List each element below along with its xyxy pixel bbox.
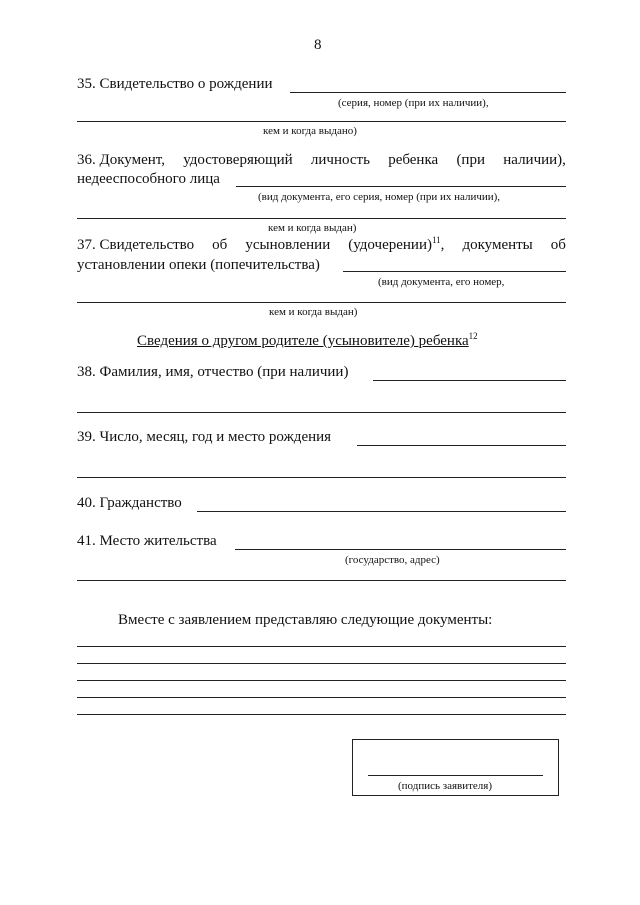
item-35-input-line[interactable]: [290, 92, 566, 93]
documents-line-1[interactable]: [77, 646, 566, 647]
item-37-input-line-2[interactable]: [77, 302, 566, 303]
item-36-input-line-2[interactable]: [77, 218, 566, 219]
field-39-input-line-2[interactable]: [77, 477, 566, 478]
item-37-caption-2: кем и когда выдан): [269, 306, 358, 318]
field-38-input-line[interactable]: [373, 380, 566, 381]
documents-line-5[interactable]: [77, 714, 566, 715]
item-36-label-line-2: недееспособного лица: [77, 171, 220, 187]
item-36-caption-1: (вид документа, его серия, номер (при их наличии),: [258, 191, 501, 203]
documents-line-3[interactable]: [77, 680, 566, 681]
item-35-input-line-2[interactable]: [77, 121, 566, 122]
item-35-caption-2: кем и когда выдано): [263, 125, 357, 137]
field-41-caption: (государство, адрес): [345, 554, 440, 566]
item-36-caption-2: кем и когда выдан): [268, 222, 357, 234]
signature-line[interactable]: [368, 775, 543, 776]
documents-heading: Вместе с заявлением представляю следующие документы:: [118, 612, 493, 628]
page-number: 8: [314, 37, 322, 53]
field-38-input-line-2[interactable]: [77, 412, 566, 413]
item-37-label-line-2: установлении опеки (попечительства): [77, 257, 320, 273]
item-36-input-line[interactable]: [236, 186, 566, 187]
footnote-12-marker: 12: [468, 331, 478, 341]
field-40-input-line[interactable]: [197, 511, 566, 512]
item-37-input-line[interactable]: [343, 271, 566, 272]
signature-caption: (подпись заявителя): [398, 780, 493, 792]
item-35-caption-1: (серия, номер (при их наличии),: [338, 97, 489, 109]
documents-line-2[interactable]: [77, 663, 566, 664]
item-37-caption-1: (вид документа, его номер,: [378, 276, 505, 288]
item-36-label-line-1: 36. Документ, удостоверяющий личность ребенка (при наличии),: [77, 152, 566, 168]
item-35-label: 35. Свидетельство о рождении: [77, 76, 273, 92]
field-39-input-line[interactable]: [357, 445, 566, 446]
field-38-label: 38. Фамилия, имя, отчество (при наличии): [77, 364, 349, 380]
item-37-label-line-1: 37. Свидетельство об усыновлении (удочерении)$^{11}$, документы об: [77, 235, 566, 253]
field-40-label: 40. Гражданство: [77, 495, 182, 511]
field-41-input-line-2[interactable]: [77, 580, 566, 581]
field-41-input-line[interactable]: [235, 549, 566, 550]
footnote-11-marker: 11: [431, 235, 441, 245]
field-41-label: 41. Место жительства: [77, 533, 217, 549]
documents-line-4[interactable]: [77, 697, 566, 698]
section-heading-other-parent: Сведения о другом родителе (усыновителе) ребенка$^{12}$: [137, 331, 478, 349]
field-39-label: 39. Число, месяц, год и место рождения: [77, 429, 332, 445]
